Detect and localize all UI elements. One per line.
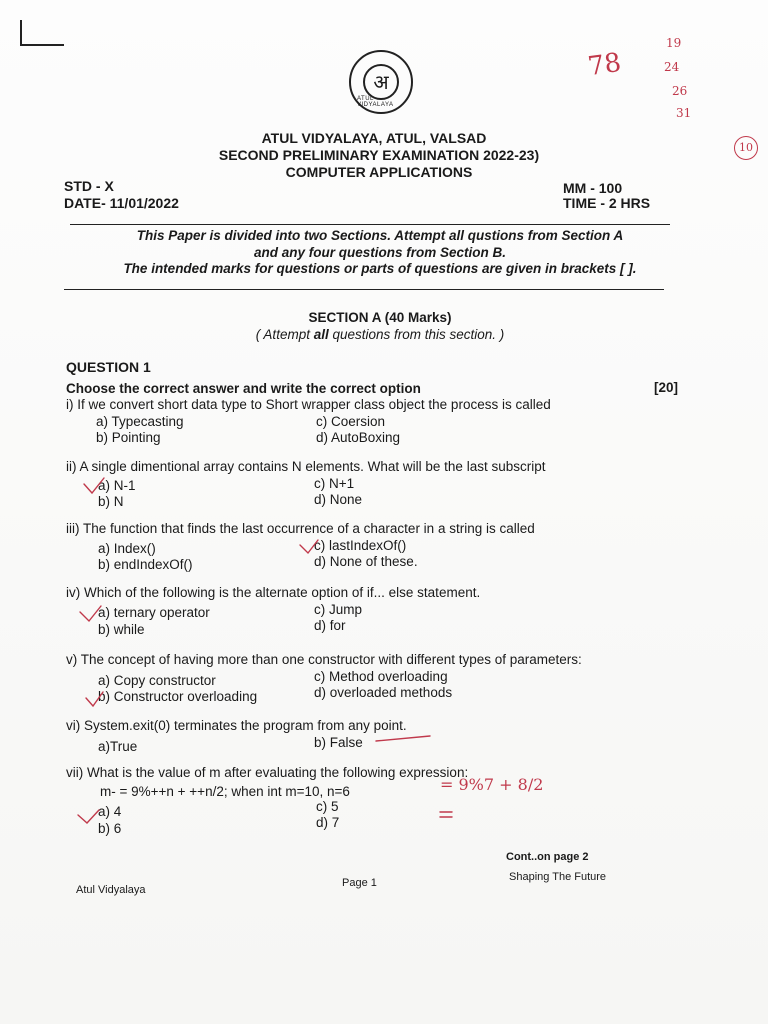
question-vii: vii) What is the value of m after evaluating the following expression: — [66, 765, 469, 780]
logo-text: ATUL VIDYALAYA — [357, 96, 394, 108]
tick-v — [86, 692, 103, 706]
option-i-d: d) AutoBoxing — [316, 430, 401, 445]
option-v-c: c) Method overloading — [314, 669, 448, 684]
option-iv-d: d) for — [314, 618, 346, 633]
underline-vi — [376, 736, 430, 741]
option-i-c: c) Coersion — [316, 414, 386, 429]
option-v-a: a) Copy constructor — [98, 673, 216, 688]
question-instruction: Choose the correct answer and write the correct option — [66, 381, 421, 396]
footer-motto: Shaping The Future — [509, 871, 607, 883]
option-iv-c: c) Jump — [314, 602, 363, 617]
option-vii-a: a) 4 — [98, 804, 122, 819]
subtitle-bold: all — [313, 327, 329, 342]
question-vi: vi) System.exit(0) terminates the program from any point. — [66, 718, 407, 733]
equals-vii — [440, 812, 452, 817]
circled-score: 10 — [734, 136, 758, 160]
continued-note: Cont..on page 2 — [506, 851, 589, 863]
option-v-b: b) Constructor overloading — [98, 689, 258, 704]
tick-vii — [78, 810, 99, 823]
question-vii-expression: m- = 9%++n + ++n/2; when int m=10, n=6 — [100, 784, 350, 799]
max-marks: MM - 100 — [563, 180, 623, 196]
option-i-b: b) Pointing — [96, 430, 161, 445]
subtitle-pre: ( Attempt — [255, 327, 314, 342]
option-iii-a: a) Index() — [98, 541, 156, 556]
question-iv: iv) Which of the following is the alternate option of if... else statement. — [66, 585, 481, 600]
tick-iii — [300, 540, 318, 553]
question-v: v) The concept of having more than one constructor with different types of parameters: — [66, 652, 582, 667]
time-label: TIME - 2 HRS — [563, 195, 651, 211]
section-title: SECTION A (40 Marks) — [308, 310, 452, 325]
tick-iv — [80, 606, 101, 621]
question-marks: [20] — [654, 380, 679, 395]
option-ii-d: d) None — [314, 492, 363, 507]
school-name: ATUL VIDYALAYA, ATUL, VALSAD — [261, 130, 487, 146]
exam-title: SECOND PRELIMINARY EXAMINATION 2022-23) — [218, 147, 540, 163]
margin-calc-4: 31 — [676, 106, 692, 120]
instruction-line-2: and any four questions from Section B. — [253, 245, 507, 260]
option-ii-a: a) N-1 — [98, 478, 136, 493]
option-iii-b: b) endIndexOf() — [98, 557, 193, 572]
option-iii-c: c) lastIndexOf() — [314, 538, 407, 553]
logo-glyph: अ — [363, 64, 399, 100]
date-label: DATE- 11/01/2022 — [64, 195, 179, 211]
option-iii-d: d) None of these. — [314, 554, 418, 569]
tick-ii — [84, 478, 104, 493]
option-vii-d: d) 7 — [316, 815, 340, 830]
option-vii-c: c) 5 — [316, 799, 339, 814]
page-number: Page 1 — [342, 877, 377, 889]
std-label: STD - X — [64, 178, 114, 194]
option-ii-c: c) N+1 — [314, 476, 355, 491]
option-iv-a: a) ternary operator — [98, 605, 210, 620]
option-vi-a: a)True — [98, 739, 138, 754]
option-v-d: d) overloaded methods — [314, 685, 453, 700]
option-ii-b: b) N — [98, 494, 124, 509]
instruction-line-3: The intended marks for questions or parts of questions are given in brackets [ ]. — [123, 261, 637, 276]
option-vii-b: b) 6 — [98, 821, 122, 836]
expression-note: = 9%7 + 8/2 — [440, 775, 544, 794]
subtitle-post: questions from this section. ) — [328, 327, 505, 342]
margin-calc-3: 26 — [672, 84, 688, 98]
question-i: i) If we convert short data type to Short wrapper class object the process is called — [66, 397, 551, 412]
option-vi-b: b) False — [314, 735, 363, 750]
instruction-line-1: This Paper is divided into two Sections. Attempt all qustions from Section A — [136, 228, 624, 243]
question-ii: ii) A single dimentional array contains N elements. What will be the last subscript — [66, 459, 546, 474]
question-title: QUESTION 1 — [66, 359, 151, 375]
option-i-a: a) Typecasting — [96, 414, 184, 429]
footer-school: Atul Vidyalaya — [76, 884, 146, 896]
total-score-mark: 78 — [586, 47, 624, 83]
margin-calc-1: 19 — [666, 36, 682, 50]
question-iii: iii) The function that finds the last occurrence of a character in a string is called — [66, 521, 535, 536]
margin-calc-2: 24 — [664, 60, 680, 74]
subject-title: COMPUTER APPLICATIONS — [285, 164, 473, 180]
option-iv-b: b) while — [98, 622, 145, 637]
